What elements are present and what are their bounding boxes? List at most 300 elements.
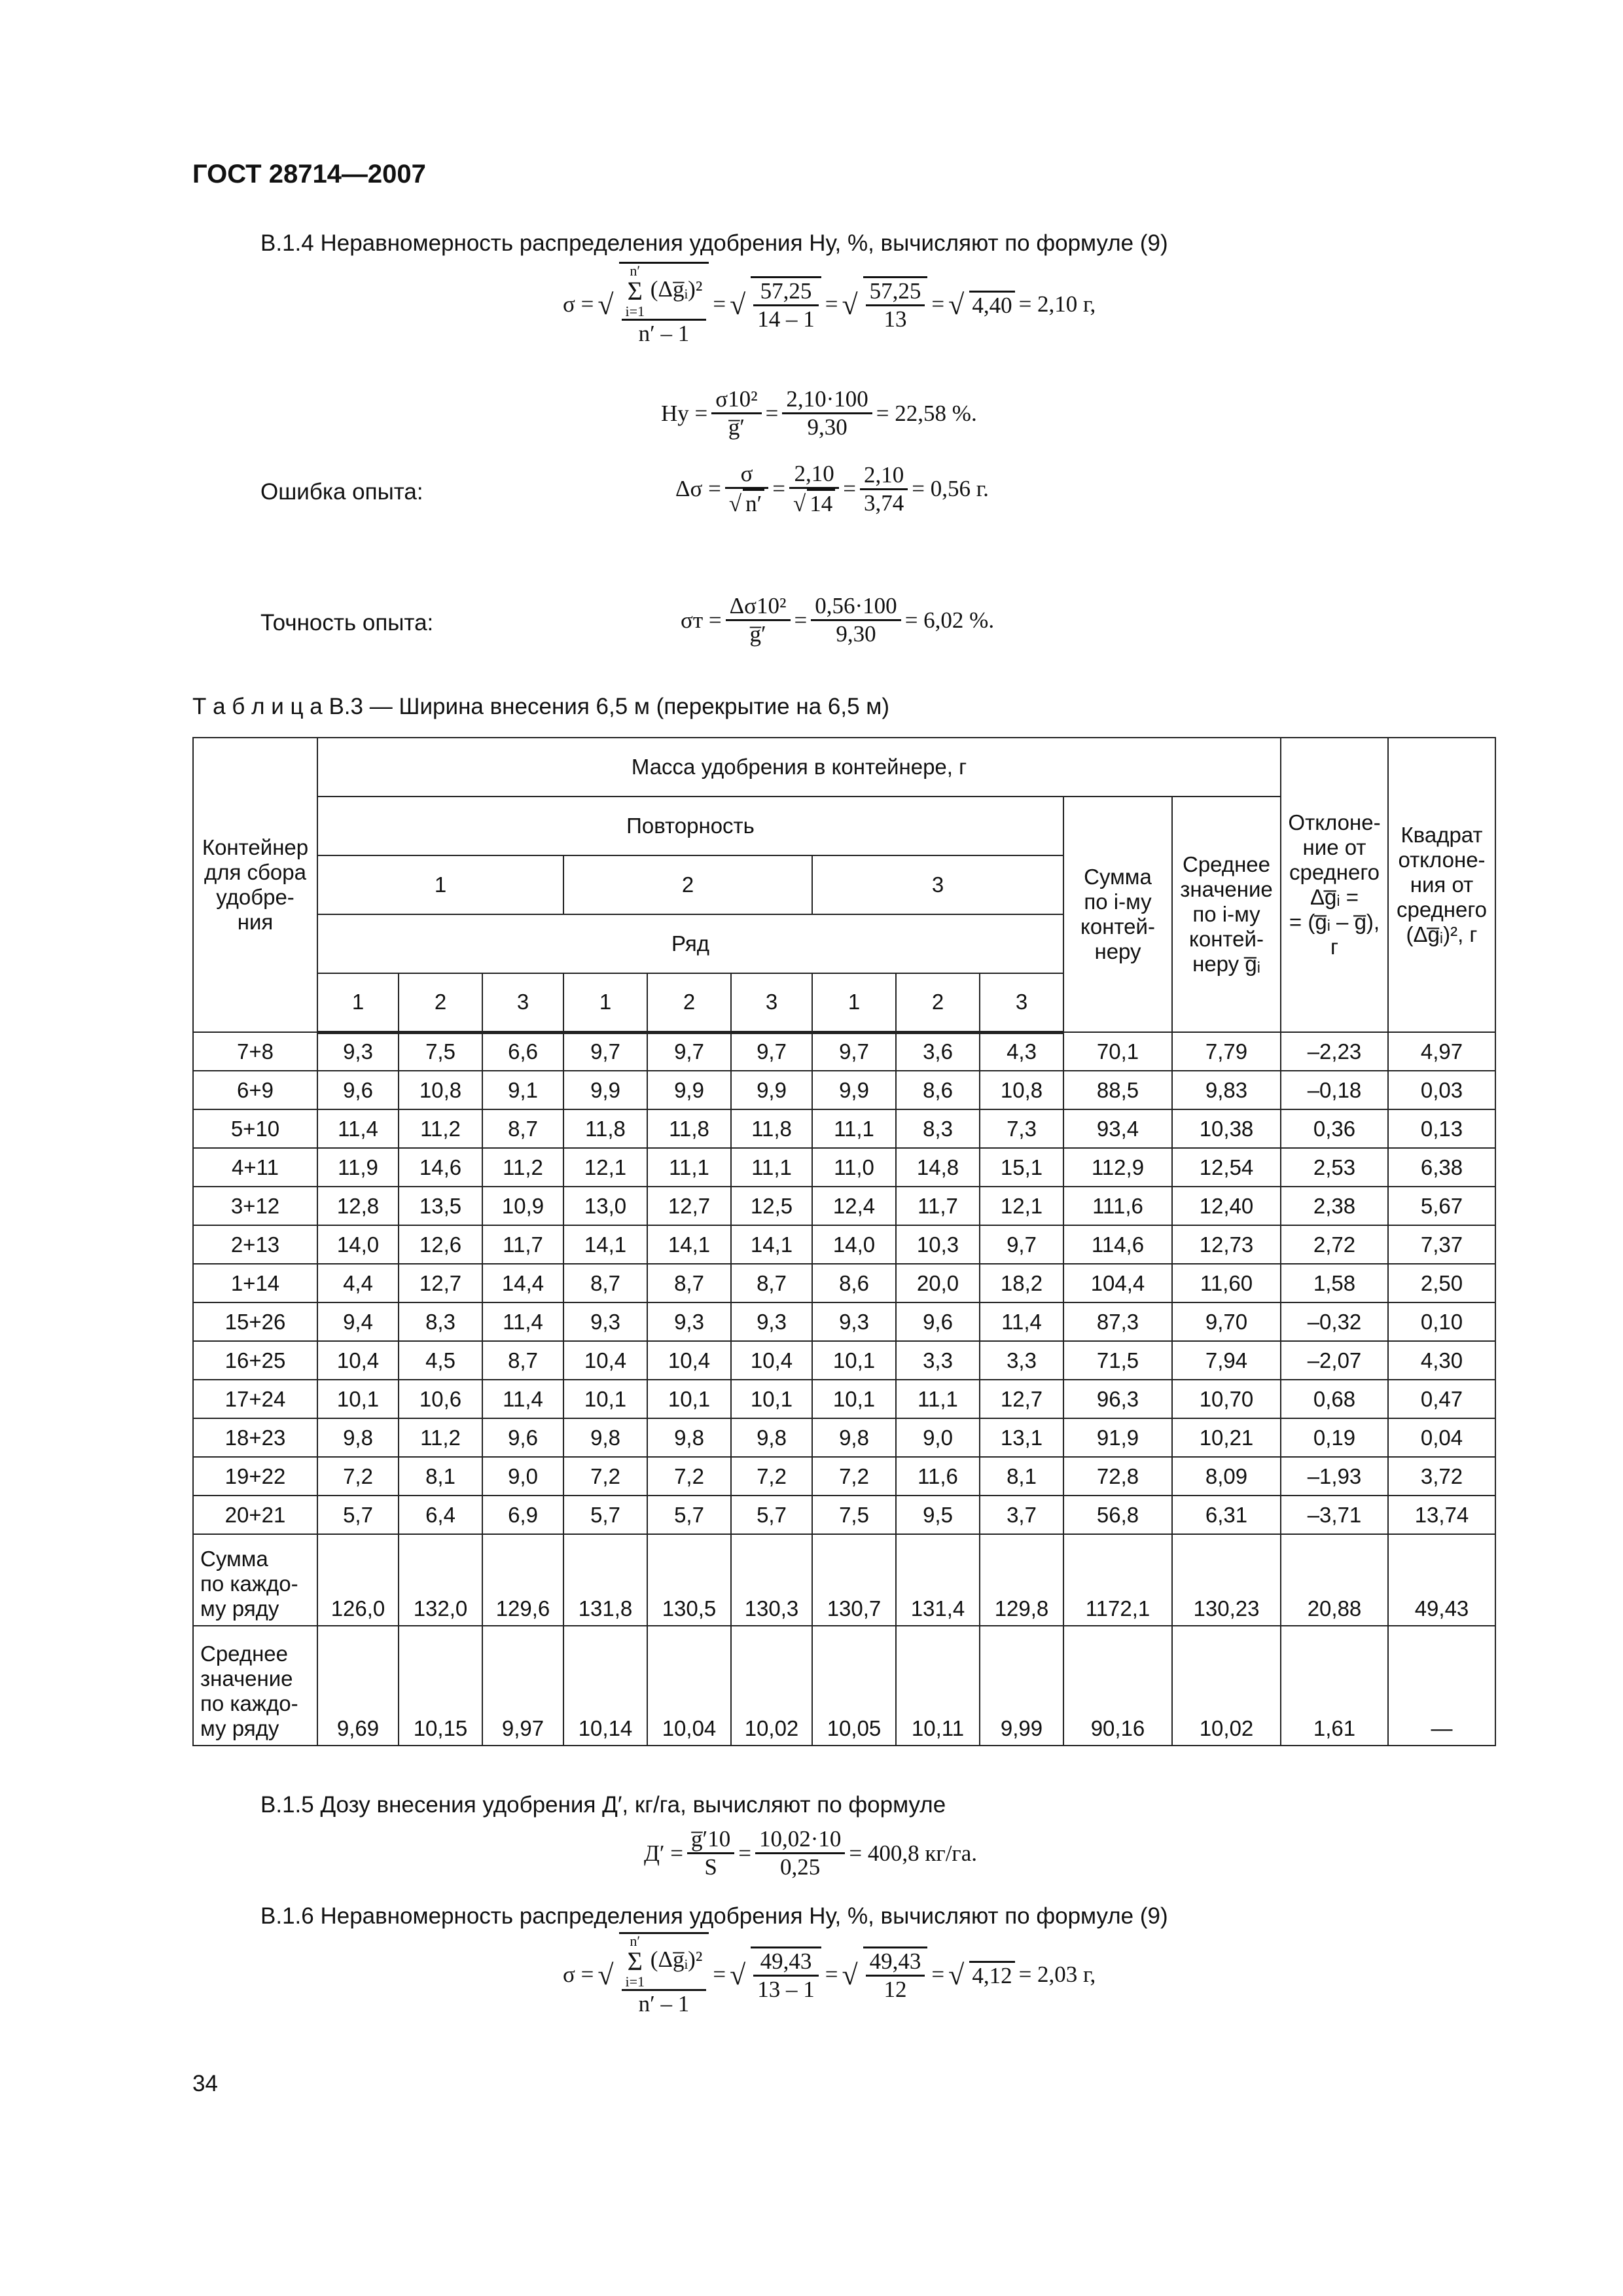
- table-cell: 9,7: [647, 1032, 731, 1071]
- table-cell: 130,5: [647, 1534, 731, 1626]
- table-cell: 1172,1: [1063, 1534, 1172, 1626]
- table-cell: 111,6: [1063, 1187, 1172, 1225]
- formula-denominator: g̅′: [749, 621, 766, 647]
- sum-upper-limit: n′: [630, 262, 641, 279]
- formula-denominator: n′: [743, 489, 764, 517]
- table-cell: 9,69: [317, 1626, 399, 1746]
- formula-lhs: Δσ =: [675, 476, 721, 501]
- formula-lhs: σ =: [563, 291, 594, 317]
- table-cell: 5,7: [647, 1496, 731, 1534]
- table-cell: 9,99: [980, 1626, 1063, 1746]
- table-cell-label: 19+22: [193, 1457, 317, 1496]
- table-cell: 9,9: [731, 1071, 812, 1109]
- table-cell-label: 1+14: [193, 1264, 317, 1302]
- table-cell: 6,38: [1388, 1148, 1495, 1187]
- table-row: [193, 1187, 1495, 1225]
- header-repeat-3: 3: [812, 855, 1063, 914]
- table-row: [193, 1071, 1495, 1109]
- table-cell-label: 5+10: [193, 1109, 317, 1148]
- table-cell-label: 4+11: [193, 1148, 317, 1187]
- table-cell: 9,3: [317, 1032, 399, 1071]
- table-cell: 9,3: [812, 1302, 896, 1341]
- table-cell: 10,02: [1172, 1626, 1281, 1746]
- table-cell: 130,7: [812, 1534, 896, 1626]
- table-cell: 10,4: [563, 1341, 647, 1380]
- table-cell: 0,03: [1388, 1071, 1495, 1109]
- formula-denominator: 14: [807, 489, 835, 517]
- formula-denominator: S: [704, 1854, 717, 1880]
- sqrt-icon: √: [597, 288, 614, 321]
- table-cell: 11,9: [317, 1148, 399, 1187]
- header-repeat-2: 2: [563, 855, 812, 914]
- table-cell: 5,67: [1388, 1187, 1495, 1225]
- table-cell: 9,5: [896, 1496, 980, 1534]
- table-cell-label: Среднее значение по каждо- му ряду: [193, 1626, 317, 1746]
- formula-fraction: [619, 262, 709, 347]
- table-cell: 13,5: [399, 1187, 482, 1225]
- table-cell: 11,0: [812, 1148, 896, 1187]
- table-cell: 10,05: [812, 1626, 896, 1746]
- table-cell: 11,4: [482, 1302, 563, 1341]
- table-cell: 9,1: [482, 1071, 563, 1109]
- table-cell: 2,38: [1281, 1187, 1388, 1225]
- table-cell: 10,04: [647, 1626, 731, 1746]
- table-cell: 4,3: [980, 1032, 1063, 1071]
- table-cell: 12,7: [647, 1187, 731, 1225]
- formula-sigma-1: σ = √ n′ Σ i=1 (Δg̅ᵢ)² n′ – 1 = √ $\frac{57,25}{14 - 1}$ = √ $\frac{57,25}{13}$ = √ 4,40 = 2,10 г,: [563, 262, 1096, 346]
- formula-numerator: σ: [725, 461, 768, 489]
- sqrt-icon: √: [730, 288, 746, 321]
- table-row: [193, 1626, 1495, 1746]
- table-cell: 11,7: [896, 1187, 980, 1225]
- table-cell: 12,40: [1172, 1187, 1281, 1225]
- table-row: [193, 1418, 1495, 1457]
- table-cell: 90,16: [1063, 1626, 1172, 1746]
- formula-error: Δσ = $\frac{\sigma}{√ n'}$ = $\frac{2,10}{√ 14}$ = $\frac{2,10}{3,74}$ = 0,56 г.: [675, 461, 989, 516]
- table-cell: 9,6: [896, 1302, 980, 1341]
- header-row: Ряд: [317, 914, 1063, 973]
- table-cell: 8,1: [399, 1457, 482, 1496]
- table-cell: 12,1: [563, 1148, 647, 1187]
- table-cell: 9,8: [731, 1418, 812, 1457]
- table-cell: 0,47: [1388, 1380, 1495, 1418]
- formula-numerator: 2,10·100: [782, 386, 872, 414]
- table-row: [193, 1109, 1495, 1148]
- formula-result: = 2,03 г,: [1018, 1962, 1096, 1987]
- table-cell: 11,8: [563, 1109, 647, 1148]
- table-cell: 14,8: [896, 1148, 980, 1187]
- table-cell: 14,1: [563, 1225, 647, 1264]
- formula-denominator: n′ – 1: [638, 321, 690, 346]
- page-number: 34: [192, 2071, 218, 2096]
- table-cell: 7,2: [317, 1457, 399, 1496]
- table-cell: 4,4: [317, 1264, 399, 1302]
- table-cell: 5,7: [317, 1496, 399, 1534]
- header-sub-row: 1: [563, 973, 647, 1032]
- table-cell: 9,3: [563, 1302, 647, 1341]
- table-row: [193, 1148, 1495, 1187]
- table-cell: 11,2: [482, 1148, 563, 1187]
- table-cell: 9,8: [563, 1418, 647, 1457]
- formula-dose: Д′ = $\frac{g̅'10}{S}$ = $\frac{10,02\cdot 10}{0,25}$ = 400,8 кг/га.: [644, 1826, 978, 1880]
- table-cell: 12,7: [399, 1264, 482, 1302]
- table-row: [193, 1302, 1495, 1341]
- table-cell: 10,1: [812, 1341, 896, 1380]
- table-cell: 9,0: [482, 1457, 563, 1496]
- header-sub-row: 2: [896, 973, 980, 1032]
- formula-result: = 0,56 г.: [912, 476, 989, 501]
- table-cell: 7,5: [399, 1032, 482, 1071]
- table-cell: 4,30: [1388, 1341, 1495, 1380]
- table-cell: 5,7: [731, 1496, 812, 1534]
- table-cell: 10,1: [647, 1380, 731, 1418]
- table-cell: 11,7: [482, 1225, 563, 1264]
- formula-numerator: g̅′10: [687, 1826, 734, 1854]
- table-cell: 0,04: [1388, 1418, 1495, 1457]
- table-cell: 130,23: [1172, 1534, 1281, 1626]
- table-cell: 8,6: [812, 1264, 896, 1302]
- table-cell: 132,0: [399, 1534, 482, 1626]
- table-cell: –3,71: [1281, 1496, 1388, 1534]
- table-cell: 6,6: [482, 1032, 563, 1071]
- table-cell: 10,8: [980, 1071, 1063, 1109]
- table-cell: 18,2: [980, 1264, 1063, 1302]
- table-caption: Т а б л и ц а В.3 — Ширина внесения 6,5 м (перекрытие на 6,5 м): [192, 694, 889, 719]
- formula-numerator: 0,56·100: [811, 593, 901, 621]
- table-cell: 8,6: [896, 1071, 980, 1109]
- table-cell: 10,1: [563, 1380, 647, 1418]
- formula-sigma-2: σ = √ n′ Σ i=1 (Δg̅ᵢ)² n′ – 1 = √ $\frac{49,43}{13 - 1}$ = √ $\frac{49,43}{12}$ = √ 4,12 = 2,03 г,: [563, 1933, 1096, 2017]
- table-cell-label: 3+12: [193, 1187, 317, 1225]
- table-cell: 14,0: [317, 1225, 399, 1264]
- formula-lhs: σт =: [681, 607, 722, 633]
- table-cell: 2,53: [1281, 1148, 1388, 1187]
- formula-root-value: 4,40: [969, 291, 1014, 319]
- table-cell: 4,97: [1388, 1032, 1495, 1071]
- table-cell: 11,1: [812, 1109, 896, 1148]
- formula-denominator: 13 – 1: [757, 1977, 815, 2002]
- table-cell: 6,4: [399, 1496, 482, 1534]
- table-cell: 9,6: [317, 1071, 399, 1109]
- fertilizer-table: [192, 737, 1496, 1746]
- table-cell: 126,0: [317, 1534, 399, 1626]
- table-cell: 6,31: [1172, 1496, 1281, 1534]
- table-cell: 3,3: [896, 1341, 980, 1380]
- formula-accuracy: σт = $\frac{\text{Δσ10²}}{g̅'}$ = $\frac{0,56\cdot 100}{9,30}$ = 6,02 %.: [681, 593, 995, 647]
- sqrt-icon: √: [948, 288, 965, 321]
- table-cell: 14,1: [647, 1225, 731, 1264]
- table-cell: 2,50: [1388, 1264, 1495, 1302]
- table-cell-label: 18+23: [193, 1418, 317, 1457]
- formula-numerator: 57,25: [866, 278, 925, 306]
- table-cell: 12,8: [317, 1187, 399, 1225]
- table-cell: 11,60: [1172, 1264, 1281, 1302]
- table-cell: 10,21: [1172, 1418, 1281, 1457]
- table-row: [193, 1496, 1495, 1534]
- table-cell: 11,8: [647, 1109, 731, 1148]
- formula-numerator: 2,10: [789, 461, 839, 489]
- error-label: Ошибка опыта:: [260, 479, 423, 505]
- table-cell: 9,7: [731, 1032, 812, 1071]
- sqrt-icon: √: [728, 491, 742, 516]
- table-cell: 10,38: [1172, 1109, 1281, 1148]
- table-cell: 72,8: [1063, 1457, 1172, 1496]
- sigma-sum-icon: Σ: [627, 1946, 643, 1976]
- table-cell: 112,9: [1063, 1148, 1172, 1187]
- table-row: [193, 1264, 1495, 1302]
- table-cell: 3,6: [896, 1032, 980, 1071]
- table-cell: 3,3: [980, 1341, 1063, 1380]
- table-cell: 8,09: [1172, 1457, 1281, 1496]
- table-cell: 12,7: [980, 1380, 1063, 1418]
- table-cell: 8,7: [731, 1264, 812, 1302]
- table-row: [193, 1457, 1495, 1496]
- table-cell: 12,6: [399, 1225, 482, 1264]
- table-cell: 8,1: [980, 1457, 1063, 1496]
- formula-result: = 6,02 %.: [904, 607, 995, 633]
- table-cell: 9,70: [1172, 1302, 1281, 1341]
- table-cell: 10,1: [812, 1380, 896, 1418]
- table-cell: 10,4: [647, 1341, 731, 1380]
- table-cell: 5,7: [563, 1496, 647, 1534]
- header-mass: Масса удобрения в контейнере, г: [317, 738, 1281, 797]
- formula-denominator: n′ – 1: [638, 1991, 690, 2017]
- table-cell: 8,3: [399, 1302, 482, 1341]
- table-cell: 11,1: [731, 1148, 812, 1187]
- table-cell: –0,32: [1281, 1302, 1388, 1341]
- formula-denominator: 9,30: [836, 621, 876, 647]
- table-cell: 12,54: [1172, 1148, 1281, 1187]
- formula-numerator: 49,43: [866, 1948, 925, 1977]
- table-cell: 9,3: [647, 1302, 731, 1341]
- table-cell: 11,6: [896, 1457, 980, 1496]
- table-cell: 9,7: [980, 1225, 1063, 1264]
- table-cell: 20,88: [1281, 1534, 1388, 1626]
- formula-denominator: 0,25: [780, 1854, 821, 1880]
- table-cell: 11,2: [399, 1109, 482, 1148]
- header-sub-row: 1: [812, 973, 896, 1032]
- table-cell: 12,4: [812, 1187, 896, 1225]
- table-cell: 10,6: [399, 1380, 482, 1418]
- table-cell: 14,0: [812, 1225, 896, 1264]
- table-cell: 9,9: [647, 1071, 731, 1109]
- header-mean: Среднее значение по i-му контей- неру g̅ᵢ: [1172, 797, 1281, 1032]
- formula-hy: Hу = $\frac{\text{σ10²}}{g̅'}$ = $\frac{2,10\cdot 100}{9,30}$ = 22,58 %.: [661, 386, 977, 440]
- header-sub-row: 1: [317, 973, 399, 1032]
- table-cell: 104,4: [1063, 1264, 1172, 1302]
- table-cell: 0,13: [1388, 1109, 1495, 1148]
- header-sub-row: 3: [980, 973, 1063, 1032]
- table-cell: 11,1: [647, 1148, 731, 1187]
- formula-numerator: σ10²: [711, 386, 761, 414]
- table-cell: 7,2: [647, 1457, 731, 1496]
- table-cell: 8,7: [563, 1264, 647, 1302]
- table-cell: –2,23: [1281, 1032, 1388, 1071]
- formula-lhs: Д′ =: [644, 1840, 684, 1866]
- table-cell: 10,14: [563, 1626, 647, 1746]
- table-cell: 9,3: [731, 1302, 812, 1341]
- table-cell: 9,97: [482, 1626, 563, 1746]
- table-cell-label: 16+25: [193, 1341, 317, 1380]
- formula-numerator: Δσ10²: [726, 593, 791, 621]
- table-cell: 7,94: [1172, 1341, 1281, 1380]
- header-sub-row: 2: [647, 973, 731, 1032]
- table-cell-label: 6+9: [193, 1071, 317, 1109]
- table-cell: 93,4: [1063, 1109, 1172, 1148]
- table-cell: 9,7: [812, 1032, 896, 1071]
- sqrt-icon: √: [842, 1958, 858, 1991]
- formula-result: = 400,8 кг/га.: [849, 1840, 978, 1866]
- sqrt-icon: √: [730, 1958, 746, 1991]
- table-row: [193, 1032, 1495, 1071]
- table-cell: 0,36: [1281, 1109, 1388, 1148]
- table-cell: 129,8: [980, 1534, 1063, 1626]
- sigma-sum-icon: Σ: [627, 276, 643, 306]
- table-cell-label: 2+13: [193, 1225, 317, 1264]
- document-header: ГОСТ 28714—2007: [192, 160, 426, 188]
- header-container: Контейнер для сбора удобре- ния: [193, 738, 317, 1032]
- table-cell: 9,7: [563, 1032, 647, 1071]
- formula-denominator: 14 – 1: [757, 306, 815, 332]
- table-cell: 10,70: [1172, 1380, 1281, 1418]
- table-cell: –1,93: [1281, 1457, 1388, 1496]
- table-cell: 0,19: [1281, 1418, 1388, 1457]
- table-row: [193, 1225, 1495, 1264]
- table-cell: 11,4: [317, 1109, 399, 1148]
- table-cell: 20,0: [896, 1264, 980, 1302]
- table-cell: 96,3: [1063, 1380, 1172, 1418]
- table-cell: 12,1: [980, 1187, 1063, 1225]
- formula-numerator: (Δg̅ᵢ)²: [650, 1946, 703, 1973]
- table-cell: –0,18: [1281, 1071, 1388, 1109]
- table-cell: 131,8: [563, 1534, 647, 1626]
- table-cell: 7,2: [563, 1457, 647, 1496]
- table-cell: 88,5: [1063, 1071, 1172, 1109]
- section-b14-intro: В.1.4 Неравномерность распределения удобрения Hу, %, вычисляют по формуле (9): [260, 230, 1168, 256]
- table-cell: 2,72: [1281, 1225, 1388, 1264]
- table-cell: 10,4: [317, 1341, 399, 1380]
- table-cell: 3,72: [1388, 1457, 1495, 1496]
- table-cell: 9,8: [647, 1418, 731, 1457]
- table-cell: 11,1: [896, 1380, 980, 1418]
- header-deviation: Отклоне- ние от среднего Δg̅ᵢ = = (g̅ᵢ – g̅), г: [1281, 738, 1388, 1032]
- section-b16-intro: В.1.6 Неравномерность распределения удобрения Hу, %, вычисляют по формуле (9): [260, 1903, 1168, 1929]
- table-cell: 10,1: [317, 1380, 399, 1418]
- formula-denominator: 3,74: [863, 490, 904, 516]
- table-cell: 7,37: [1388, 1225, 1495, 1264]
- accuracy-label: Точность опыта:: [260, 610, 434, 636]
- table-row: [193, 1341, 1495, 1380]
- table-cell: 9,9: [812, 1071, 896, 1109]
- table-cell: 12,5: [731, 1187, 812, 1225]
- formula-numerator: 57,25: [753, 278, 819, 306]
- formula-numerator: 10,02·10: [755, 1826, 845, 1854]
- table-cell: 1,58: [1281, 1264, 1388, 1302]
- table-cell: 11,4: [980, 1302, 1063, 1341]
- formula-denominator: 13: [883, 306, 907, 332]
- table-cell: 10,4: [731, 1341, 812, 1380]
- table-cell: 0,10: [1388, 1302, 1495, 1341]
- table-cell: 130,3: [731, 1534, 812, 1626]
- table-cell: 13,0: [563, 1187, 647, 1225]
- table-cell: 7,2: [731, 1457, 812, 1496]
- table-cell-label: 15+26: [193, 1302, 317, 1341]
- sqrt-icon: √: [597, 1958, 614, 1991]
- table-cell: 91,9: [1063, 1418, 1172, 1457]
- sum-lower-limit: i=1: [625, 303, 645, 319]
- table-cell: 7,3: [980, 1109, 1063, 1148]
- table-cell: 14,6: [399, 1148, 482, 1187]
- table-cell: 6,9: [482, 1496, 563, 1534]
- table-cell: 131,4: [896, 1534, 980, 1626]
- formula-numerator: 2,10: [860, 462, 908, 490]
- table-cell: 11,4: [482, 1380, 563, 1418]
- section-b15-intro: В.1.5 Дозу внесения удобрения Д′, кг/га, вычисляют по формуле: [260, 1792, 946, 1818]
- table-cell: 114,6: [1063, 1225, 1172, 1264]
- table-cell: 8,7: [482, 1341, 563, 1380]
- table-cell: 9,9: [563, 1071, 647, 1109]
- table-cell: 9,6: [482, 1418, 563, 1457]
- formula-result: = 2,10 г,: [1018, 291, 1096, 317]
- sqrt-icon: √: [948, 1958, 965, 1991]
- table-cell-label: 7+8: [193, 1032, 317, 1071]
- table-cell: 129,6: [482, 1534, 563, 1626]
- header-sum: Сумма по i-му контей- неру: [1063, 797, 1172, 1032]
- table-cell: 10,3: [896, 1225, 980, 1264]
- table-cell: 14,4: [482, 1264, 563, 1302]
- table-cell: 9,8: [317, 1418, 399, 1457]
- table-body: [193, 1032, 1495, 1746]
- formula-numerator: 49,43: [753, 1948, 819, 1977]
- formula-numerator: (Δg̅ᵢ)²: [650, 276, 703, 302]
- table-cell: 13,1: [980, 1418, 1063, 1457]
- table-cell: 11,8: [731, 1109, 812, 1148]
- formula-denominator: g̅′: [728, 414, 745, 440]
- formula-lhs: Hу =: [661, 400, 708, 426]
- table-cell: 7,79: [1172, 1032, 1281, 1071]
- sum-lower-limit: i=1: [625, 1973, 645, 1990]
- table-cell-label: Сумма по каждо- му ряду: [193, 1534, 317, 1626]
- table-cell: 11,2: [399, 1418, 482, 1457]
- header-repeat: Повторность: [317, 797, 1063, 855]
- table-cell: 1,61: [1281, 1626, 1388, 1746]
- table-cell: 7,5: [812, 1496, 896, 1534]
- table-cell: 8,3: [896, 1109, 980, 1148]
- table-cell: 13,74: [1388, 1496, 1495, 1534]
- table-row: [193, 1534, 1495, 1626]
- table-cell: 10,9: [482, 1187, 563, 1225]
- table-cell: 10,02: [731, 1626, 812, 1746]
- table-cell: 15,1: [980, 1148, 1063, 1187]
- table-cell: 3,7: [980, 1496, 1063, 1534]
- table-cell: 87,3: [1063, 1302, 1172, 1341]
- table-cell-label: 17+24: [193, 1380, 317, 1418]
- table-cell: 8,7: [482, 1109, 563, 1148]
- table-cell: 49,43: [1388, 1534, 1495, 1626]
- table-cell: 10,1: [731, 1380, 812, 1418]
- formula-denominator: 12: [883, 1977, 907, 2002]
- sum-upper-limit: n′: [630, 1933, 641, 1949]
- table-cell: 7,2: [812, 1457, 896, 1496]
- header-sub-row: 3: [482, 973, 563, 1032]
- table-cell: 14,1: [731, 1225, 812, 1264]
- table-cell: 9,4: [317, 1302, 399, 1341]
- table-cell: 0,68: [1281, 1380, 1388, 1418]
- table-cell: 4,5: [399, 1341, 482, 1380]
- formula-lhs: σ =: [563, 1962, 594, 1987]
- formula-result: = 22,58 %.: [876, 400, 977, 426]
- table-cell: 9,8: [812, 1418, 896, 1457]
